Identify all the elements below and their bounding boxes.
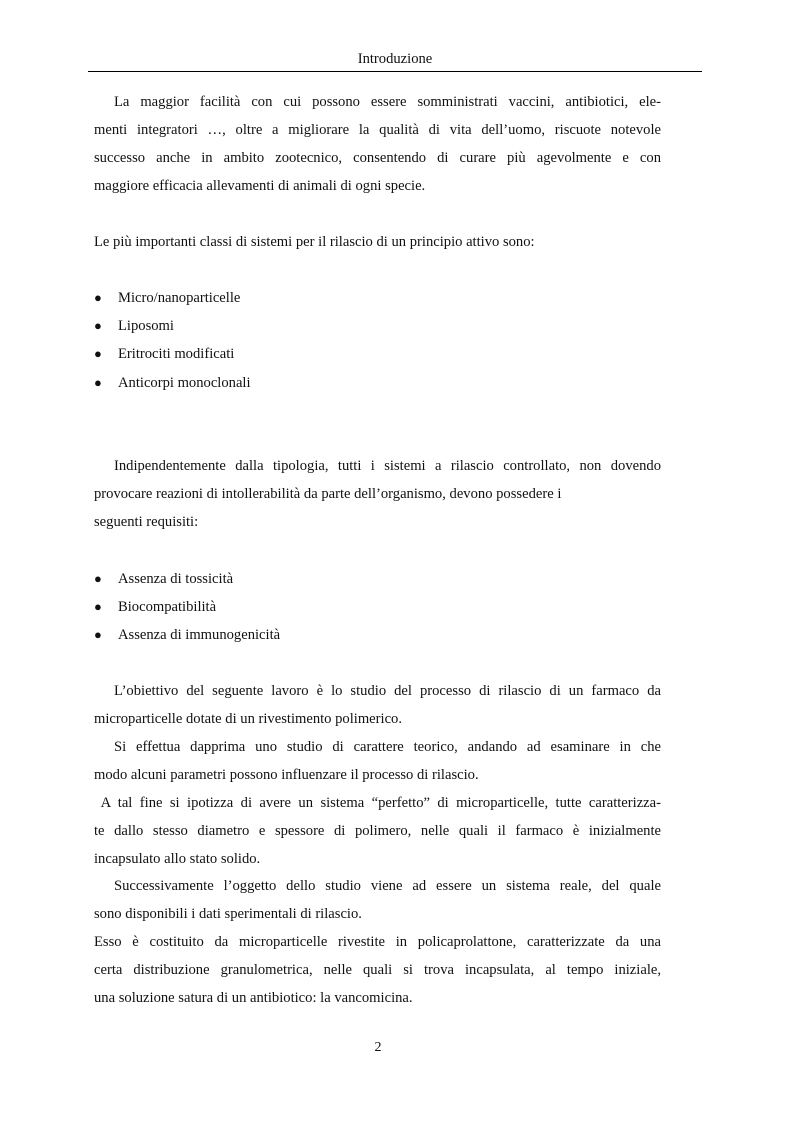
paragraph-line: certa distribuzione granulometrica, nelle quali si trova incapsulata, al tempo iniziale, — [94, 962, 661, 978]
paragraph-line: provocare reazioni di intollerabilità da parte dell’organismo, devono possedere i — [94, 486, 562, 502]
running-header: Introduzione — [357, 51, 433, 67]
bullet-icon: ● — [94, 571, 102, 586]
paragraph-line: Si effettua dapprima uno studio di carattere teorico, andando ad esaminare in che — [114, 739, 661, 755]
bullet-icon: ● — [94, 290, 102, 305]
bullet-icon: ● — [94, 599, 102, 614]
paragraph-line: menti integratori …, oltre a migliorare la qualità di vita dell’uomo, riscuote notevole — [94, 122, 661, 138]
paragraph-line: Successivamente l’oggetto dello studio viene ad essere un sistema reale, del quale — [114, 878, 661, 894]
paragraph-line: maggiore efficacia allevamenti di animali di ogni specie. — [94, 178, 426, 194]
list-item — [94, 288, 661, 308]
list-item — [94, 597, 661, 617]
paragraph-line: una soluzione satura di un antibiotico: la vancomicina. — [94, 990, 413, 1006]
bullet-icon: ● — [94, 346, 102, 361]
header-rule — [88, 71, 702, 72]
list-item-label: Eritrociti modificati — [118, 346, 235, 362]
bullet-icon: ● — [94, 318, 102, 333]
list-item-label: Biocompatibilità — [118, 599, 217, 615]
paragraph-line: A tal fine si ipotizza di avere un sistema “perfetto” di microparticelle, tutte caratterizza- — [94, 795, 661, 811]
paragraph-line: te dallo stesso diametro e spessore di polimero, nelle quali il farmaco è inizialmente — [94, 823, 661, 839]
paragraph-line: modo alcuni parametri possono influenzare il processo di rilascio. — [94, 767, 479, 783]
list-item — [94, 569, 661, 589]
list-item — [94, 625, 661, 645]
paragraph-line: incapsulato allo stato solido. — [94, 851, 261, 867]
bullet-icon: ● — [94, 375, 102, 390]
list-item — [94, 316, 661, 336]
paragraph-line: L’obiettivo del seguente lavoro è lo studio del processo di rilascio di un farmaco da — [114, 683, 661, 699]
list-item-label: Micro/nanoparticelle — [118, 290, 241, 306]
paragraph-line: successo anche in ambito zootecnico, consentendo di curare più agevolmente e con — [94, 150, 661, 166]
list-item-label: Assenza di immunogenicità — [118, 627, 281, 643]
paragraph-line: Esso è costituito da microparticelle rivestite in policaprolattone, caratterizzate da una — [94, 934, 661, 950]
list-item — [94, 373, 661, 393]
paragraph-line: Indipendentemente dalla tipologia, tutti i sistemi a rilascio controllato, non dovendo — [114, 458, 661, 474]
paragraph-line: La maggior facilità con cui possono essere somministrati vaccini, antibiotici, ele- — [114, 94, 661, 110]
paragraph-line: microparticelle dotate di un rivestimento polimerico. — [94, 711, 402, 727]
bullet-icon: ● — [94, 627, 102, 642]
paragraph-line: sono disponibili i dati sperimentali di rilascio. — [94, 906, 362, 922]
list-item-label: Assenza di tossicità — [118, 571, 234, 587]
list-item-label: Liposomi — [118, 318, 174, 334]
paragraph-line: Le più importanti classi di sistemi per il rilascio di un principio attivo sono: — [94, 234, 535, 250]
page-number: 2 — [374, 1040, 382, 1055]
list-item-label: Anticorpi monoclonali — [118, 375, 251, 391]
list-item — [94, 344, 661, 364]
paragraph-line: seguenti requisiti: — [94, 514, 199, 530]
